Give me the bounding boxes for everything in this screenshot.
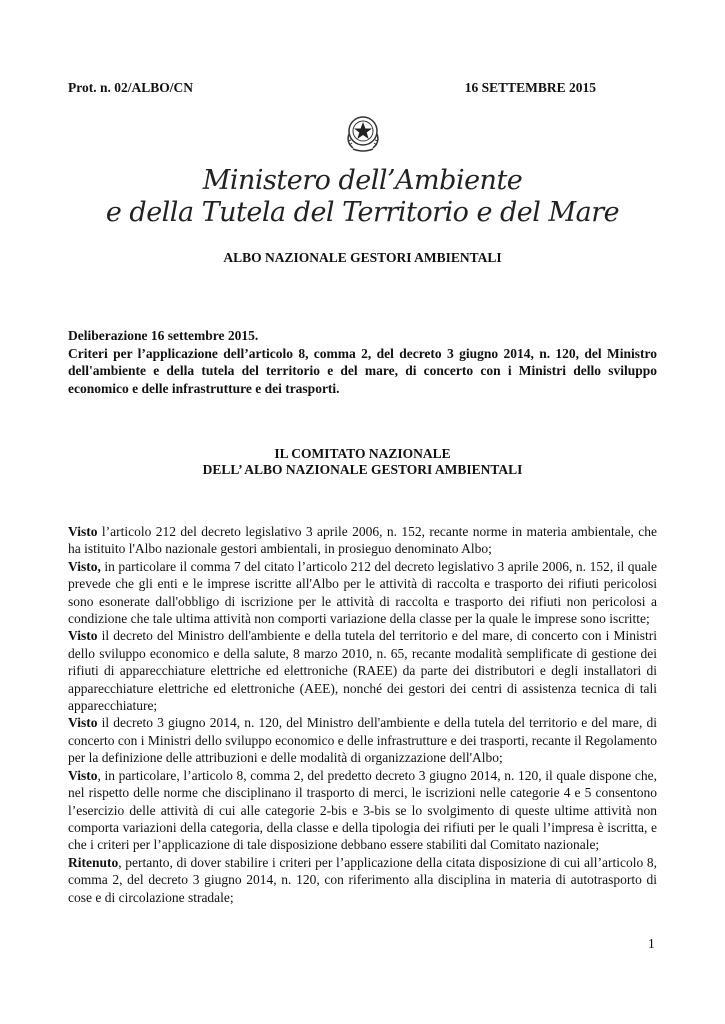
recital-keyword: Visto, xyxy=(68,558,101,574)
deliberation-block xyxy=(68,327,657,397)
committee-heading xyxy=(0,446,725,478)
ministry-name-line2: e della Tutela del Territorio e del Mare xyxy=(105,197,620,228)
recitals-body xyxy=(68,523,657,906)
recital-keyword: Visto xyxy=(68,628,98,644)
recital-keyword: Visto xyxy=(68,767,98,783)
recital-paragraph xyxy=(68,627,657,714)
recital-text: in particolare il comma 7 del citato l’articolo 212 del decreto legislativo 3 aprile 2006, n. 152, il quale prevede che gli enti e le imprese iscritte all'Albo per le attività di raccolta e trasporto dei rifiuti pericolosi sono esonerate dall'obbligo di iscrizione per le attività di raccolta e trasporto dei rifiuti non pericolosi a condizione che tale ultima attività non comporti variazione della classe per la quale le imprese sono iscritte; xyxy=(68,558,657,627)
protocol-date: 16 SETTEMBRE 2015 xyxy=(464,80,596,95)
albo-title: ALBO NAZIONALE GESTORI AMBIENTALI xyxy=(223,250,502,265)
recital-text: , in particolare, l’articolo 8, comma 2, del predetto decreto 3 giugno 2014, n. 120, il quale dispone che, nel rispetto delle norme che disciplinano il trasporto di merci, le iscrizioni nelle categorie 4 e 5 consentono l’esercizio delle attività di cui alle categorie 2-bis e 3-bis se lo svolgimento di queste ultime attività non comporta variazioni della categoria, della classe e della tipologia dei rifiuti per le quali l’impresa è iscritta, e che i criteri per l’applicazione di tale disposizione debbano essere stabiliti dal Comitato nazionale; xyxy=(68,767,657,853)
recital-text: il decreto 3 giugno 2014, n. 120, del Ministro dell'ambiente e della tutela del territorio e del mare, di concerto con i Ministri dello sviluppo economico e delle infrastrutture e dei trasporti, recante il Regolamento per la definizione delle attribuzioni e delle modalità di organizzazione dell'Albo; xyxy=(68,715,657,766)
protocol-number: Prot. n. 02/ALBO/CN xyxy=(68,80,194,95)
recital-text: , pertanto, di dover stabilire i criteri per l’applicazione della citata disposizione di cui all’articolo 8, comma 2, del decreto 3 giugno 2014, n. 120, con riferimento alla disciplina in materia di autotrasporto di cose e di circolazione stradale; xyxy=(68,854,657,905)
recital-keyword: Visto xyxy=(68,524,98,539)
committee-line1: IL COMITATO NAZIONALE xyxy=(274,446,451,461)
recital-keyword: Ritenuto xyxy=(68,854,119,870)
recital-paragraph xyxy=(68,523,657,558)
deliberation-subject: Criteri per l’applicazione dell’articolo 8, comma 2, del decreto 3 giugno 2014, n. 120, del Ministro dell'ambiente e della tutela del territorio e del mare, di concerto con i Ministri dello sviluppo economico e delle infrastrutture e dei trasporti. xyxy=(68,345,657,396)
page-number: 1 xyxy=(648,936,655,951)
recital-text: il decreto del Ministro dell'ambiente e della tutela del territorio e del mare, di concerto con i Ministri dello sviluppo economico e della salute, 8 marzo 2010, n. 65, recante modalità semplificate di gestione dei rifiuti di apparecchiature elettriche ed elettroniche (RAEE) da parte dei distributori e degli installatori di apparecchiature elettriche ed elettroniche (AEE), nonché dei gestori dei centri di assistenza tecnica di tali apparecchiature; xyxy=(68,628,657,714)
recital-text: l’articolo 212 del decreto legislativo 3 aprile 2006, n. 152, recante norme in materia ambientale, che ha istituito l'Albo nazionale gestori ambientali, in prosieguo denominato Albo; xyxy=(68,524,657,557)
recital-paragraph xyxy=(68,767,657,854)
committee-line2: DELL’ ALBO NAZIONALE GESTORI AMBIENTALI xyxy=(202,462,523,477)
recital-keyword: Visto xyxy=(68,715,98,731)
deliberation-title: Deliberazione 16 settembre 2015. xyxy=(68,328,259,343)
ministry-name-line1: Ministero dell’Ambiente xyxy=(202,165,523,196)
recital-paragraph xyxy=(68,558,657,628)
italian-republic-emblem-icon xyxy=(343,112,383,154)
recital-paragraph xyxy=(68,714,657,766)
recital-paragraph xyxy=(68,854,657,906)
